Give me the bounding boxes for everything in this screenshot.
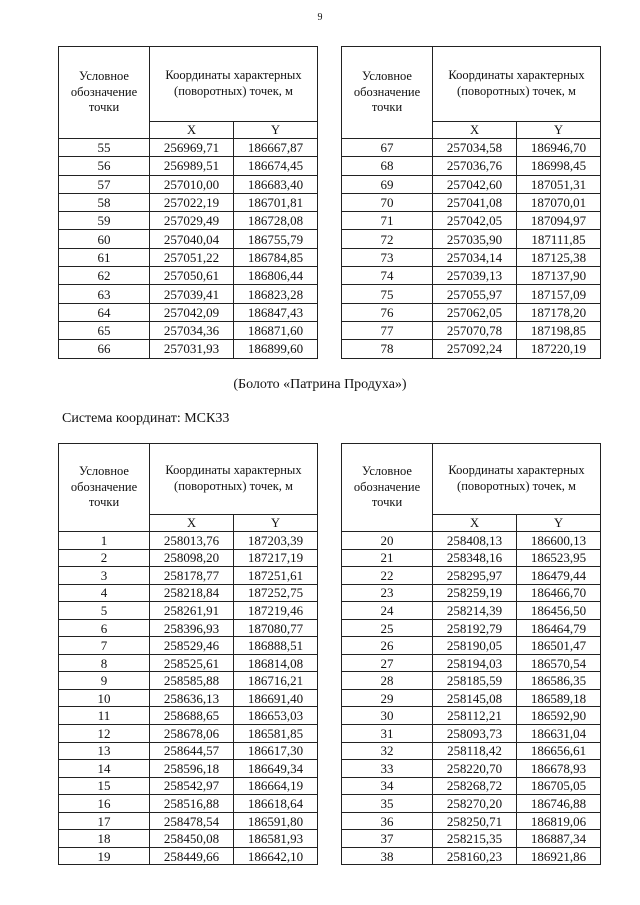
y-coordinate-cell: 187251,61 — [234, 567, 318, 585]
table-row — [342, 321, 601, 339]
table-row — [59, 285, 318, 303]
x-coordinate-cell: 257062,05 — [433, 303, 517, 321]
x-coordinate-cell: 258220,70 — [433, 760, 517, 778]
y-coordinate-cell: 186705,05 — [517, 777, 601, 795]
table-row — [59, 267, 318, 285]
y-coordinate-cell: 187094,97 — [517, 212, 601, 230]
point-id-cell: 58 — [59, 193, 150, 211]
y-coordinate-cell: 187080,77 — [234, 619, 318, 637]
table-row — [59, 689, 318, 707]
x-coordinate-cell: 258270,20 — [433, 795, 517, 813]
table-row — [342, 285, 601, 303]
y-header: Y — [517, 122, 601, 139]
y-coordinate-cell: 186921,86 — [517, 847, 601, 865]
table-row — [342, 847, 601, 865]
y-coordinate-cell: 186656,61 — [517, 742, 601, 760]
y-coordinate-cell: 187178,20 — [517, 303, 601, 321]
point-id-cell: 27 — [342, 654, 433, 672]
point-id-cell: 32 — [342, 742, 433, 760]
point-id-cell: 25 — [342, 619, 433, 637]
section-title: (Болото «Патрина Продуха») — [233, 377, 407, 392]
table-row — [342, 795, 601, 813]
table-row — [59, 760, 318, 778]
table-row — [342, 303, 601, 321]
x-coordinate-cell: 258261,91 — [150, 602, 234, 620]
point-id-cell: 74 — [342, 267, 433, 285]
x-coordinate-cell: 258478,54 — [150, 812, 234, 830]
table-row — [342, 230, 601, 248]
point-id-cell: 26 — [342, 637, 433, 655]
point-id-cell: 57 — [59, 175, 150, 193]
table-row — [59, 549, 318, 567]
table-row — [59, 830, 318, 848]
y-coordinate-cell: 186888,51 — [234, 637, 318, 655]
y-coordinate-cell: 186617,30 — [234, 742, 318, 760]
point-id-cell: 78 — [342, 340, 433, 358]
y-coordinate-cell: 186823,28 — [234, 285, 318, 303]
table-row — [342, 654, 601, 672]
point-id-cell: 55 — [59, 139, 150, 157]
y-coordinate-cell: 187125,38 — [517, 248, 601, 266]
y-coordinate-cell: 186814,08 — [234, 654, 318, 672]
table-row — [342, 725, 601, 743]
x-coordinate-cell: 257010,00 — [150, 175, 234, 193]
point-id-cell: 59 — [59, 212, 150, 230]
point-id-cell: 62 — [59, 267, 150, 285]
point-id-cell: 1 — [59, 532, 150, 550]
point-name-header: Условное обозначение точки — [59, 444, 150, 532]
y-header: Y — [517, 515, 601, 532]
x-coordinate-cell: 257034,14 — [433, 248, 517, 266]
x-coordinate-cell: 258118,42 — [433, 742, 517, 760]
point-id-cell: 15 — [59, 777, 150, 795]
x-header: X — [433, 515, 517, 532]
y-coordinate-cell: 186998,45 — [517, 157, 601, 175]
y-coordinate-cell: 186618,64 — [234, 795, 318, 813]
x-coordinate-cell: 256989,51 — [150, 157, 234, 175]
y-coordinate-cell: 186946,70 — [517, 139, 601, 157]
y-coordinate-cell: 187220,19 — [517, 340, 601, 358]
table-row — [59, 303, 318, 321]
x-coordinate-cell: 257034,36 — [150, 321, 234, 339]
point-id-cell: 12 — [59, 725, 150, 743]
coordinates-header: Координаты характерных (поворотных) точек, м — [433, 444, 601, 515]
y-coordinate-cell: 186456,50 — [517, 602, 601, 620]
point-id-cell: 30 — [342, 707, 433, 725]
x-coordinate-cell: 258678,06 — [150, 725, 234, 743]
point-id-cell: 18 — [59, 830, 150, 848]
point-id-cell: 13 — [59, 742, 150, 760]
y-coordinate-cell: 186664,19 — [234, 777, 318, 795]
x-coordinate-cell: 256969,71 — [150, 139, 234, 157]
point-id-cell: 75 — [342, 285, 433, 303]
x-coordinate-cell: 257042,09 — [150, 303, 234, 321]
point-id-cell: 10 — [59, 689, 150, 707]
y-coordinate-cell: 186806,44 — [234, 267, 318, 285]
x-coordinate-cell: 257051,22 — [150, 248, 234, 266]
point-id-cell: 64 — [59, 303, 150, 321]
x-coordinate-cell: 257040,04 — [150, 230, 234, 248]
coordinates-table — [58, 46, 318, 359]
table-row — [59, 139, 318, 157]
y-coordinate-cell: 186683,40 — [234, 175, 318, 193]
x-coordinate-cell: 258093,73 — [433, 725, 517, 743]
x-coordinate-cell: 258145,08 — [433, 689, 517, 707]
y-coordinate-cell: 187252,75 — [234, 584, 318, 602]
table-row — [59, 248, 318, 266]
x-coordinate-cell: 257039,13 — [433, 267, 517, 285]
point-id-cell: 24 — [342, 602, 433, 620]
coordinates-table — [58, 443, 318, 865]
table-row — [59, 742, 318, 760]
x-coordinate-cell: 257092,24 — [433, 340, 517, 358]
y-coordinate-cell: 186887,34 — [517, 830, 601, 848]
y-coordinate-cell: 186847,43 — [234, 303, 318, 321]
point-id-cell: 76 — [342, 303, 433, 321]
point-id-cell: 11 — [59, 707, 150, 725]
x-coordinate-cell: 258178,77 — [150, 567, 234, 585]
x-header: X — [150, 122, 234, 139]
y-coordinate-cell: 187111,85 — [517, 230, 601, 248]
point-id-cell: 16 — [59, 795, 150, 813]
point-id-cell: 65 — [59, 321, 150, 339]
table-row — [342, 830, 601, 848]
x-coordinate-cell: 257041,08 — [433, 193, 517, 211]
y-coordinate-cell: 186479,44 — [517, 567, 601, 585]
table-row — [342, 689, 601, 707]
y-header: Y — [234, 515, 318, 532]
point-id-cell: 73 — [342, 248, 433, 266]
table-row — [59, 812, 318, 830]
point-id-cell: 63 — [59, 285, 150, 303]
x-coordinate-cell: 258542,97 — [150, 777, 234, 795]
table-row — [342, 672, 601, 690]
point-id-cell: 56 — [59, 157, 150, 175]
y-coordinate-cell: 186642,10 — [234, 847, 318, 865]
table-row — [342, 175, 601, 193]
x-coordinate-cell: 257022,19 — [150, 193, 234, 211]
table-row — [59, 795, 318, 813]
x-coordinate-cell: 257039,41 — [150, 285, 234, 303]
table-row — [59, 567, 318, 585]
table-row — [342, 777, 601, 795]
table-row — [342, 760, 601, 778]
y-coordinate-cell: 186586,35 — [517, 672, 601, 690]
point-id-cell: 14 — [59, 760, 150, 778]
y-coordinate-cell: 186653,03 — [234, 707, 318, 725]
y-coordinate-cell: 186871,60 — [234, 321, 318, 339]
table-row — [342, 139, 601, 157]
x-coordinate-cell: 258525,61 — [150, 654, 234, 672]
y-coordinate-cell: 186591,80 — [234, 812, 318, 830]
table-row — [342, 619, 601, 637]
point-id-cell: 29 — [342, 689, 433, 707]
y-header: Y — [234, 122, 318, 139]
y-coordinate-cell: 186581,93 — [234, 830, 318, 848]
y-coordinate-cell: 186784,85 — [234, 248, 318, 266]
table-row — [59, 777, 318, 795]
y-coordinate-cell: 186501,47 — [517, 637, 601, 655]
table-row — [59, 707, 318, 725]
table-row — [342, 707, 601, 725]
x-coordinate-cell: 258013,76 — [150, 532, 234, 550]
y-coordinate-cell: 186581,85 — [234, 725, 318, 743]
table-row — [342, 584, 601, 602]
y-coordinate-cell: 186678,93 — [517, 760, 601, 778]
point-id-cell: 31 — [342, 725, 433, 743]
x-coordinate-cell: 258596,18 — [150, 760, 234, 778]
table-row — [59, 725, 318, 743]
y-coordinate-cell: 187219,46 — [234, 602, 318, 620]
y-coordinate-cell: 186674,45 — [234, 157, 318, 175]
coordinates-table — [341, 46, 601, 359]
y-coordinate-cell: 186466,70 — [517, 584, 601, 602]
y-coordinate-cell: 186899,60 — [234, 340, 318, 358]
point-id-cell: 19 — [59, 847, 150, 865]
x-coordinate-cell: 258098,20 — [150, 549, 234, 567]
y-coordinate-cell: 186570,54 — [517, 654, 601, 672]
x-header: X — [150, 515, 234, 532]
table-row — [59, 847, 318, 865]
point-id-cell: 60 — [59, 230, 150, 248]
table-row — [342, 549, 601, 567]
y-coordinate-cell: 187203,39 — [234, 532, 318, 550]
x-coordinate-cell: 258396,93 — [150, 619, 234, 637]
x-coordinate-cell: 258449,66 — [150, 847, 234, 865]
y-coordinate-cell: 187137,90 — [517, 267, 601, 285]
x-coordinate-cell: 257029,49 — [150, 212, 234, 230]
x-coordinate-cell: 257050,61 — [150, 267, 234, 285]
x-coordinate-cell: 257036,76 — [433, 157, 517, 175]
x-coordinate-cell: 258688,65 — [150, 707, 234, 725]
x-coordinate-cell: 257034,58 — [433, 139, 517, 157]
table-row — [59, 602, 318, 620]
table-row — [342, 157, 601, 175]
table-row — [342, 267, 601, 285]
table-row — [59, 637, 318, 655]
coordinates-table — [341, 443, 601, 865]
point-id-cell: 2 — [59, 549, 150, 567]
x-coordinate-cell: 258215,35 — [433, 830, 517, 848]
y-coordinate-cell: 187198,85 — [517, 321, 601, 339]
x-coordinate-cell: 258636,13 — [150, 689, 234, 707]
y-coordinate-cell: 186755,79 — [234, 230, 318, 248]
table-row — [59, 230, 318, 248]
table-row — [59, 212, 318, 230]
x-coordinate-cell: 257031,93 — [150, 340, 234, 358]
table-row — [342, 567, 601, 585]
point-id-cell: 61 — [59, 248, 150, 266]
table-row — [59, 654, 318, 672]
y-coordinate-cell: 186589,18 — [517, 689, 601, 707]
point-id-cell: 77 — [342, 321, 433, 339]
table-row — [342, 212, 601, 230]
point-id-cell: 38 — [342, 847, 433, 865]
point-name-header: Условное обозначение точки — [342, 47, 433, 139]
x-coordinate-cell: 258408,13 — [433, 532, 517, 550]
x-header: X — [433, 122, 517, 139]
x-coordinate-cell: 258644,57 — [150, 742, 234, 760]
y-coordinate-cell: 186819,06 — [517, 812, 601, 830]
point-id-cell: 37 — [342, 830, 433, 848]
x-coordinate-cell: 258160,23 — [433, 847, 517, 865]
point-id-cell: 28 — [342, 672, 433, 690]
x-coordinate-cell: 257035,90 — [433, 230, 517, 248]
point-id-cell: 3 — [59, 567, 150, 585]
y-coordinate-cell: 186649,34 — [234, 760, 318, 778]
point-id-cell: 33 — [342, 760, 433, 778]
x-coordinate-cell: 258250,71 — [433, 812, 517, 830]
y-coordinate-cell: 186701,81 — [234, 193, 318, 211]
table-row — [59, 321, 318, 339]
x-coordinate-cell: 258268,72 — [433, 777, 517, 795]
x-coordinate-cell: 258214,39 — [433, 602, 517, 620]
x-coordinate-cell: 257042,60 — [433, 175, 517, 193]
point-id-cell: 34 — [342, 777, 433, 795]
y-coordinate-cell: 186728,08 — [234, 212, 318, 230]
point-id-cell: 6 — [59, 619, 150, 637]
table-row — [59, 157, 318, 175]
point-id-cell: 67 — [342, 139, 433, 157]
table-row — [342, 602, 601, 620]
point-id-cell: 69 — [342, 175, 433, 193]
table-row — [59, 619, 318, 637]
point-name-header: Условное обозначение точки — [59, 47, 150, 139]
point-id-cell: 20 — [342, 532, 433, 550]
point-id-cell: 8 — [59, 654, 150, 672]
x-coordinate-cell: 258450,08 — [150, 830, 234, 848]
y-coordinate-cell: 186592,90 — [517, 707, 601, 725]
y-coordinate-cell: 186523,95 — [517, 549, 601, 567]
y-coordinate-cell: 187070,01 — [517, 193, 601, 211]
x-coordinate-cell: 258218,84 — [150, 584, 234, 602]
x-coordinate-cell: 258259,19 — [433, 584, 517, 602]
table-row — [342, 340, 601, 358]
table-row — [342, 248, 601, 266]
x-coordinate-cell: 258585,88 — [150, 672, 234, 690]
x-coordinate-cell: 257042,05 — [433, 212, 517, 230]
point-id-cell: 5 — [59, 602, 150, 620]
point-id-cell: 9 — [59, 672, 150, 690]
x-coordinate-cell: 258185,59 — [433, 672, 517, 690]
coordinate-system-label: Система координат: МСК33 — [62, 411, 230, 426]
y-coordinate-cell: 186691,40 — [234, 689, 318, 707]
point-id-cell: 66 — [59, 340, 150, 358]
x-coordinate-cell: 258529,46 — [150, 637, 234, 655]
point-id-cell: 22 — [342, 567, 433, 585]
y-coordinate-cell: 187051,31 — [517, 175, 601, 193]
y-coordinate-cell: 186631,04 — [517, 725, 601, 743]
table-row — [59, 175, 318, 193]
point-id-cell: 70 — [342, 193, 433, 211]
coordinates-header: Координаты характерных (поворотных) точек, м — [150, 444, 318, 515]
table-row — [59, 672, 318, 690]
y-coordinate-cell: 186667,87 — [234, 139, 318, 157]
y-coordinate-cell: 187157,09 — [517, 285, 601, 303]
table-row — [342, 637, 601, 655]
point-id-cell: 7 — [59, 637, 150, 655]
page-number: 9 — [317, 12, 323, 23]
coordinates-header: Координаты характерных (поворотных) точек, м — [433, 47, 601, 122]
x-coordinate-cell: 257055,97 — [433, 285, 517, 303]
table-row — [342, 193, 601, 211]
y-coordinate-cell: 186600,13 — [517, 532, 601, 550]
x-coordinate-cell: 258516,88 — [150, 795, 234, 813]
y-coordinate-cell: 186464,79 — [517, 619, 601, 637]
point-id-cell: 68 — [342, 157, 433, 175]
table-row — [59, 532, 318, 550]
table-row — [59, 584, 318, 602]
table-row — [59, 193, 318, 211]
y-coordinate-cell: 186716,21 — [234, 672, 318, 690]
x-coordinate-cell: 258112,21 — [433, 707, 517, 725]
x-coordinate-cell: 258192,79 — [433, 619, 517, 637]
point-id-cell: 35 — [342, 795, 433, 813]
table-row — [342, 532, 601, 550]
point-id-cell: 23 — [342, 584, 433, 602]
point-name-header: Условное обозначение точки — [342, 444, 433, 532]
x-coordinate-cell: 258348,16 — [433, 549, 517, 567]
point-id-cell: 72 — [342, 230, 433, 248]
x-coordinate-cell: 258194,03 — [433, 654, 517, 672]
x-coordinate-cell: 257070,78 — [433, 321, 517, 339]
point-id-cell: 17 — [59, 812, 150, 830]
coordinates-header: Координаты характерных (поворотных) точек, м — [150, 47, 318, 122]
point-id-cell: 21 — [342, 549, 433, 567]
y-coordinate-cell: 186746,88 — [517, 795, 601, 813]
table-row — [59, 340, 318, 358]
table-row — [342, 812, 601, 830]
point-id-cell: 4 — [59, 584, 150, 602]
y-coordinate-cell: 187217,19 — [234, 549, 318, 567]
table-row — [342, 742, 601, 760]
point-id-cell: 36 — [342, 812, 433, 830]
point-id-cell: 71 — [342, 212, 433, 230]
x-coordinate-cell: 258295,97 — [433, 567, 517, 585]
x-coordinate-cell: 258190,05 — [433, 637, 517, 655]
